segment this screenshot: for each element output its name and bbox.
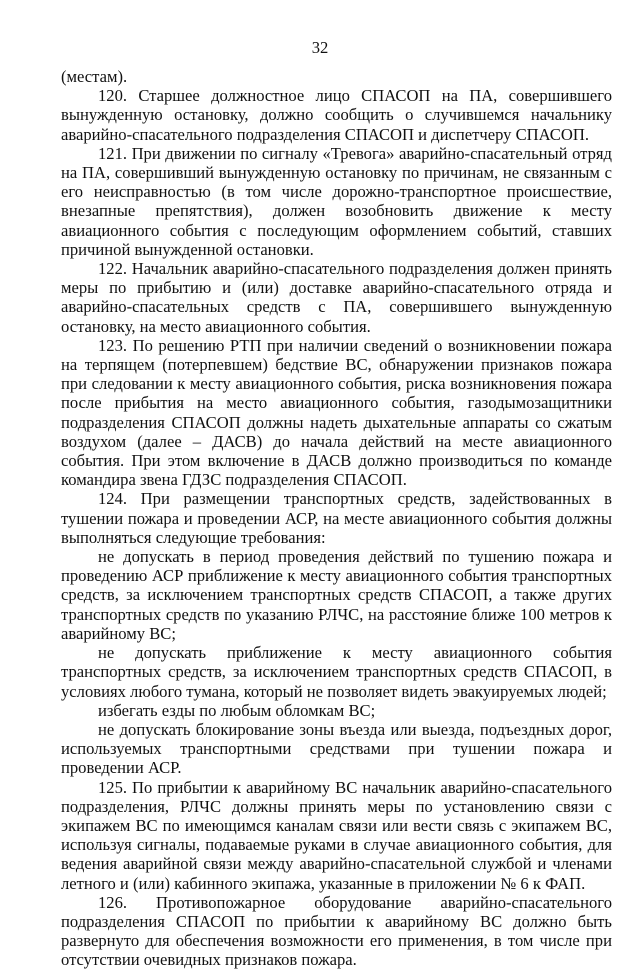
page-number: 32	[311, 38, 329, 57]
paragraph-123: 123. По решению РТП при наличии сведений о возникновении пожара на терпящем (потерпевшем) бедствие ВС, обнаружении признаков пожара при следовании к месту авиационного события, риска возникновения пожара после прибытия на место авиационного события, газодымозащитники подразделения СПАСОП должны надеть дыхательные аппараты со сжатым воздухом (далее – ДАСВ) до начала действий на месте авиационного события. При этом включение в ДАСВ должно производиться по команде командира звена ГДЗС подразделения СПАСОП.	[61, 335, 612, 490]
requirement-item-4: не допускать блокирование зоны въезда или выезда, подъездных дорог, используемых транспортными средствами при тушении пожара и проведении АСР.	[61, 719, 612, 778]
document-body	[61, 67, 612, 970]
paragraph-122: 122. Начальник аварийно-спасательного подразделения должен принять меры по прибытию и (или) доставке аварийно-спасательного отряда и аварийно-спасательных средств с ПА, совершившего вынужденную остановку, на место авиационного события.	[61, 259, 612, 336]
paragraph-120: 120. Старшее должностное лицо СПАСОП на ПА, совершившего вынужденную остановку, должно сообщить о случившемся начальнику аварийно-спасательного подразделения СПАСОП и диспетчеру СПАСОП.	[61, 86, 612, 144]
paragraph-121: 121. При движении по сигналу «Тревога» аварийно-спасательный отряд на ПА, совершивший вынужденную остановку по причинам, не связанным с его неисправностью (в том числе дорожно-транспортное происшествие, внезапные препятствия), должен возобновить движение к месту авиационного события с последующим оформлением событий, ставших причиной вынужденной остановки.	[61, 143, 612, 259]
requirement-item-1: не допускать в период проведения действий по тушению пожара и проведению АСР приближение к месту авиационного события транспортных средств, за исключением транспортных средств СПАСОП, а также других транспортных средств по указанию РЛЧС, на расстояние ближе 100 метров к аварийному ВС;	[61, 547, 612, 643]
paragraph-125: 125. По прибытии к аварийному ВС начальник аварийно-спасательного подразделения, РЛЧС должны принять меры по установлению связи с экипажем ВС по имеющимся каналам связи или вести связь с экипажем ВС, используя сигналы, подаваемые руками в случае авиационного события, для ведения аварийной связи между аварийно-спасательной службой и членами летного и (или) кабинного экипажа, указанные в приложении № 6 к ФАП.	[61, 777, 612, 893]
requirement-item-2: не допускать приближение к месту авиационного события транспортных средств, за исключением транспортных средств СПАСОП, в условиях любого тумана, который не позволяет видеть эвакуируемых людей;	[61, 643, 612, 701]
paragraph-126: 126. Противопожарное оборудование аварийно-спасательного подразделения СПАСОП по прибытии к аварийному ВС должно быть развернуто для обеспечения возможности его применения, в том числе при отсутствии очевидных признаков пожара.	[61, 892, 612, 970]
requirement-item-3: избегать езды по любым обломкам ВС;	[98, 700, 376, 720]
paragraph-continuation: (местам).	[61, 67, 128, 86]
paragraph-124: 124. При размещении транспортных средств, задействованных в тушении пожара и проведении АСР, на месте авиационного события должны выполняться следующие требования:	[61, 489, 612, 547]
